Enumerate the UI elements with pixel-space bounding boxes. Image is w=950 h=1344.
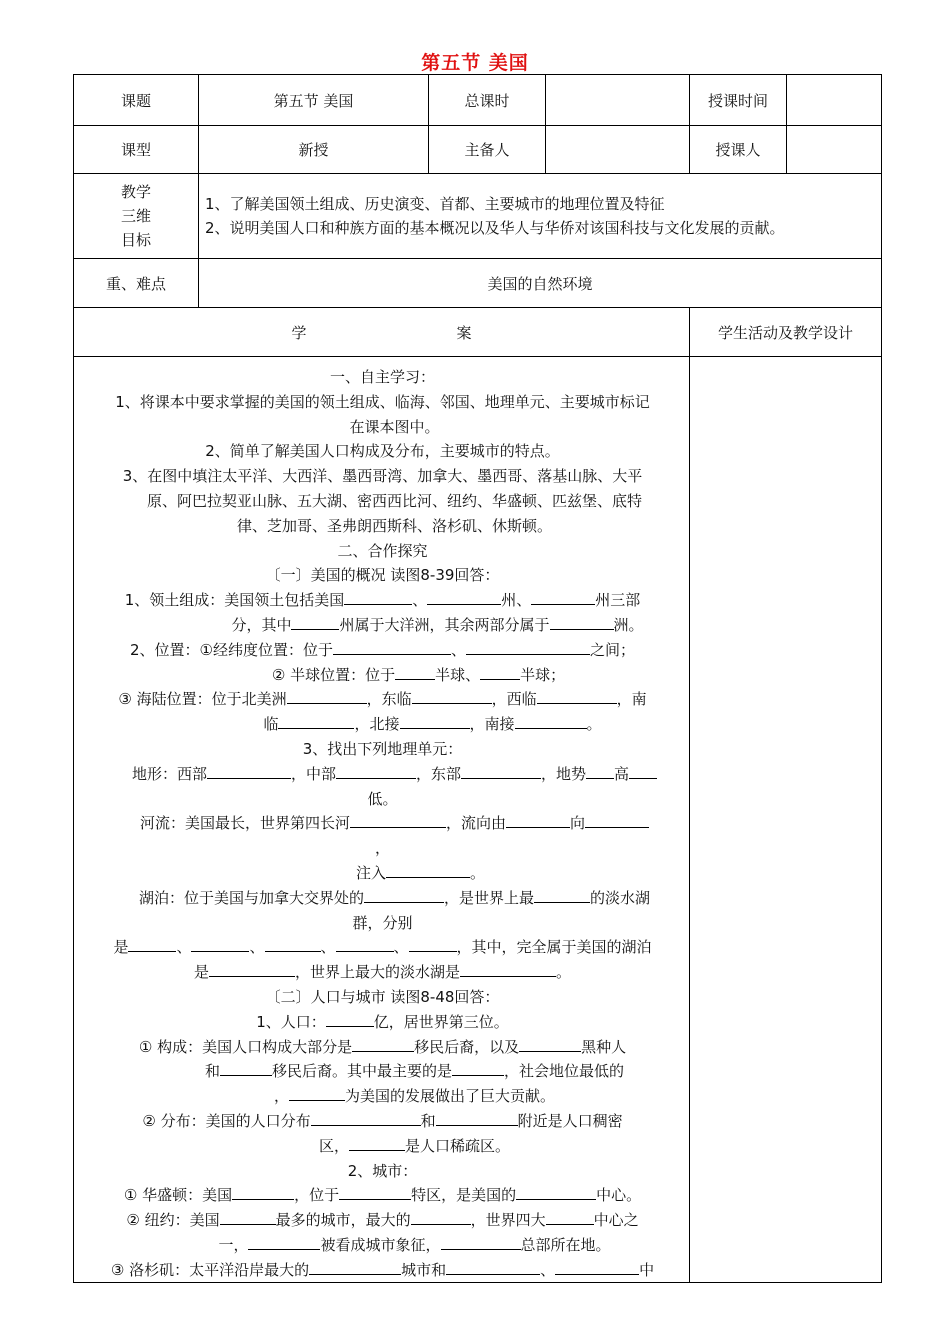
plan-line: 〔二〕人口与城市 读图8-48回答：	[265, 987, 500, 1006]
plan-line: 3、找出下列地理单元：	[302, 739, 463, 758]
plan-line	[82, 663, 683, 688]
plan-line	[82, 1010, 683, 1035]
blank-line	[350, 811, 446, 828]
plan-text: ，中部	[290, 764, 336, 783]
teacher-label: 授课人	[690, 126, 787, 174]
blank-line	[550, 613, 614, 630]
plan-text: 、	[412, 591, 428, 610]
plan-text: ，南	[616, 690, 647, 709]
plan-text: 、	[450, 640, 466, 659]
study-plan-header: 学 案	[74, 308, 690, 357]
plan-text: 之间；	[590, 640, 636, 659]
plan-text: 是人口稀疏区。	[405, 1136, 511, 1155]
plan-text: 被看成城市象征，	[320, 1235, 441, 1254]
plan-text: ，流向由	[445, 814, 506, 833]
study-plan-body	[74, 357, 690, 1283]
plan-text: 湖泊：位于美国与加拿大交界处的	[138, 888, 364, 907]
total-hours-value	[546, 75, 690, 126]
plan-text: ，是世界上最	[443, 888, 534, 907]
plan-line	[82, 762, 683, 787]
plan-line: 在课本图中。	[349, 417, 440, 436]
plan-line: ，	[374, 839, 390, 858]
blank-line	[344, 588, 412, 605]
blank-line	[480, 663, 520, 680]
plan-line	[82, 1084, 683, 1109]
blank-line	[209, 960, 295, 977]
plan-text: ，东部	[415, 764, 461, 783]
plan-text: 。	[586, 715, 602, 734]
plan-text: 高	[614, 764, 630, 783]
plan-text: 。	[470, 863, 486, 882]
plan-text: ，北接	[354, 715, 400, 734]
plan-text: ③ 洛杉矶：太平洋沿岸最大的	[110, 1260, 310, 1279]
plan-text: 亿，居世界第三位。	[373, 1012, 509, 1031]
plan-text: ② 半球位置：位于	[271, 665, 396, 684]
plan-text: ，其中，完全属于美国的湖泊	[456, 938, 652, 957]
teach-time-label: 授课时间	[690, 75, 787, 126]
goal-2: 2、说明美国人口和种族方面的基本概况以及华人与华侨对该国科技与文化发展的贡献。	[205, 219, 785, 237]
plan-text: ，西临	[491, 690, 537, 709]
blank-line	[326, 1010, 374, 1027]
blank-line	[452, 1059, 504, 1076]
plan-text: 半球、	[435, 665, 481, 684]
blank-line	[333, 638, 451, 655]
plan-text: 、	[540, 1260, 556, 1279]
blank-line	[278, 712, 354, 729]
blank-line	[427, 588, 501, 605]
plan-text: ① 构成：美国人口构成大部分是	[138, 1037, 353, 1056]
preparer-value	[546, 126, 690, 174]
plan-text: 1、领土组成：美国领土包括美国	[124, 591, 345, 610]
blank-line	[289, 1084, 345, 1101]
plan-text: 黑种人	[581, 1037, 627, 1056]
plan-text: 向	[570, 814, 586, 833]
blank-line	[411, 1208, 471, 1225]
plan-line: 〔一〕美国的概况 读图8-39回答：	[265, 566, 500, 585]
plan-text: 城市和	[401, 1260, 447, 1279]
plan-text: 、	[320, 938, 336, 957]
plan-line	[82, 1035, 683, 1060]
plan-line	[82, 935, 683, 960]
plan-text: 。	[556, 963, 572, 982]
blank-line	[516, 1183, 596, 1200]
blank-line	[436, 1109, 518, 1126]
blank-line	[506, 811, 570, 828]
blank-line	[336, 762, 416, 779]
blank-line	[400, 712, 470, 729]
plan-line	[82, 1134, 683, 1159]
plan-text: 是	[113, 938, 129, 957]
blank-line	[336, 935, 394, 952]
blank-line	[248, 1233, 320, 1250]
blank-line	[291, 613, 339, 630]
plan-text: 总部所在地。	[520, 1235, 611, 1254]
plan-text: 的淡水湖	[590, 888, 651, 907]
plan-line: 一、自主学习：	[329, 368, 435, 386]
activity-body	[690, 357, 882, 1283]
blank-line	[546, 1208, 594, 1225]
plan-line	[82, 960, 683, 985]
blank-line	[555, 1258, 639, 1275]
blank-line	[519, 1035, 581, 1052]
plan-line: 二、合作探究	[337, 541, 428, 560]
plan-text: ，东临	[366, 690, 412, 709]
key-value: 美国的自然环境	[199, 259, 882, 308]
plan-text: 注入	[355, 863, 386, 882]
blank-line	[412, 687, 492, 704]
blank-line	[395, 663, 435, 680]
plan-text: 、	[249, 938, 265, 957]
plan-text: 和	[420, 1111, 436, 1130]
plan-line	[82, 712, 683, 737]
blank-line	[311, 1109, 421, 1126]
page-title: 第五节 美国	[421, 52, 529, 74]
plan-line	[82, 1258, 683, 1283]
blank-line	[309, 1258, 401, 1275]
plan-line	[82, 1183, 683, 1208]
plan-text: 区，	[318, 1136, 349, 1155]
plan-text: 是	[193, 963, 209, 982]
plan-text: 州三部	[595, 591, 641, 610]
blank-line	[339, 1183, 411, 1200]
blank-line	[128, 935, 176, 952]
blank-line	[352, 1035, 414, 1052]
lesson-table	[73, 74, 882, 1283]
plan-text: 中心之	[593, 1211, 639, 1230]
blank-line	[531, 588, 595, 605]
blank-line	[586, 762, 614, 779]
plan-text: 地形：西部	[131, 764, 207, 783]
goal-1: 1、了解美国领土组成、历史演变、首都、主要城市的地理位置及特征	[205, 195, 665, 213]
plan-text: 中心。	[596, 1186, 642, 1205]
key-label: 重、难点	[74, 259, 199, 308]
plan-line: 2、简单了解美国人口构成及分布，主要城市的特点。	[205, 442, 560, 461]
blank-line	[207, 762, 291, 779]
blank-line	[466, 638, 590, 655]
plan-text: 中	[639, 1260, 655, 1279]
plan-text: 、	[176, 938, 192, 957]
plan-line	[82, 811, 683, 836]
plan-text: 移民后裔，以及	[414, 1037, 520, 1056]
type-label: 课型	[74, 126, 199, 174]
blank-line	[220, 1059, 272, 1076]
plan-line	[82, 1233, 683, 1258]
plan-line: 原、阿巴拉契亚山脉、五大湖、密西西比河、纽约、华盛顿、匹兹堡、底特	[146, 491, 642, 510]
plan-text: 和	[204, 1062, 220, 1081]
activity-header: 学生活动及教学设计	[690, 308, 882, 357]
plan-line: 群，分别	[352, 913, 413, 932]
plan-text: ，	[273, 1087, 289, 1106]
plan-line	[82, 861, 683, 886]
plan-text: 为美国的发展做出了巨大贡献。	[345, 1087, 556, 1106]
plan-line: 3、在图中填注太平洋、大西洋、墨西哥湾、加拿大、墨西哥、落基山脉、大平	[122, 467, 643, 486]
plan-line: 2、城市：	[347, 1161, 418, 1180]
plan-text: ③ 海陆位置：位于北美洲	[118, 690, 287, 709]
blank-line	[460, 960, 556, 977]
plan-line: 1、将课本中要求掌握的美国的领土组成、临海、邻国、地理单元、主要城市标记	[115, 392, 650, 411]
plan-line	[82, 886, 683, 911]
blank-line	[585, 811, 649, 828]
plan-text: 州属于大洋洲，其余两部分属于	[339, 615, 550, 634]
lesson-label: 课题	[74, 75, 199, 126]
plan-text: 洲。	[613, 615, 644, 634]
goals-text	[199, 174, 882, 259]
plan-text: ，社会地位最低的	[504, 1062, 625, 1081]
blank-line	[220, 1208, 276, 1225]
plan-line	[82, 638, 683, 663]
goals-label: 教学 三维 目标	[74, 174, 199, 259]
blank-line	[461, 762, 541, 779]
plan-text: 附近是人口稠密	[517, 1111, 623, 1130]
blank-line	[287, 687, 367, 704]
blank-line	[629, 762, 657, 779]
teacher-value	[787, 126, 882, 174]
preparer-label: 主备人	[429, 126, 546, 174]
lesson-value: 第五节 美国	[199, 75, 429, 126]
blank-line	[386, 861, 470, 878]
blank-line	[441, 1233, 521, 1250]
plan-text: 特区，是美国的	[411, 1186, 517, 1205]
plan-line: 律、芝加哥、圣弗朗西斯科、洛杉矶、休斯顿。	[236, 516, 552, 535]
blank-line	[409, 935, 457, 952]
type-value: 新授	[199, 126, 429, 174]
plan-text: 半球；	[520, 665, 566, 684]
blank-line	[537, 687, 617, 704]
blank-line	[232, 1183, 294, 1200]
plan-text: 分，其中	[231, 615, 292, 634]
plan-text: 最多的城市，最大的	[275, 1211, 411, 1230]
plan-text: 州、	[501, 591, 532, 610]
plan-text: 河流：美国最长，世界第四长河	[139, 814, 350, 833]
plan-text: ，世界上最大的淡水湖是	[294, 963, 460, 982]
plan-text: ，世界四大	[470, 1211, 546, 1230]
plan-line	[82, 687, 683, 712]
plan-line	[82, 1208, 683, 1233]
plan-text: 移民后裔。其中最主要的是	[271, 1062, 452, 1081]
blank-line	[446, 1258, 540, 1275]
blank-line	[534, 886, 590, 903]
plan-text: ① 华盛顿：美国	[123, 1186, 233, 1205]
plan-line: 低。	[367, 789, 398, 808]
plan-text: 1、人口：	[256, 1012, 326, 1031]
plan-text: ，地势	[541, 764, 587, 783]
blank-line	[265, 935, 321, 952]
blank-line	[364, 886, 444, 903]
plan-text: ② 分布：美国的人口分布	[142, 1111, 311, 1130]
plan-text: ，南接	[469, 715, 515, 734]
plan-line	[82, 588, 683, 613]
blank-line	[191, 935, 249, 952]
blank-line	[349, 1134, 405, 1151]
plan-text: ② 纽约：美国	[126, 1211, 220, 1230]
plan-text: 临	[263, 715, 279, 734]
plan-line	[82, 1059, 683, 1084]
plan-line	[82, 1109, 683, 1134]
plan-line	[82, 613, 683, 638]
blank-line	[515, 712, 587, 729]
plan-text: 一，	[218, 1235, 249, 1254]
teach-time-value	[787, 75, 882, 126]
plan-text: ，位于	[294, 1186, 340, 1205]
plan-text: 、	[393, 938, 409, 957]
total-hours-label: 总课时	[429, 75, 546, 126]
plan-text: 2、位置：①经纬度位置：位于	[129, 640, 333, 659]
